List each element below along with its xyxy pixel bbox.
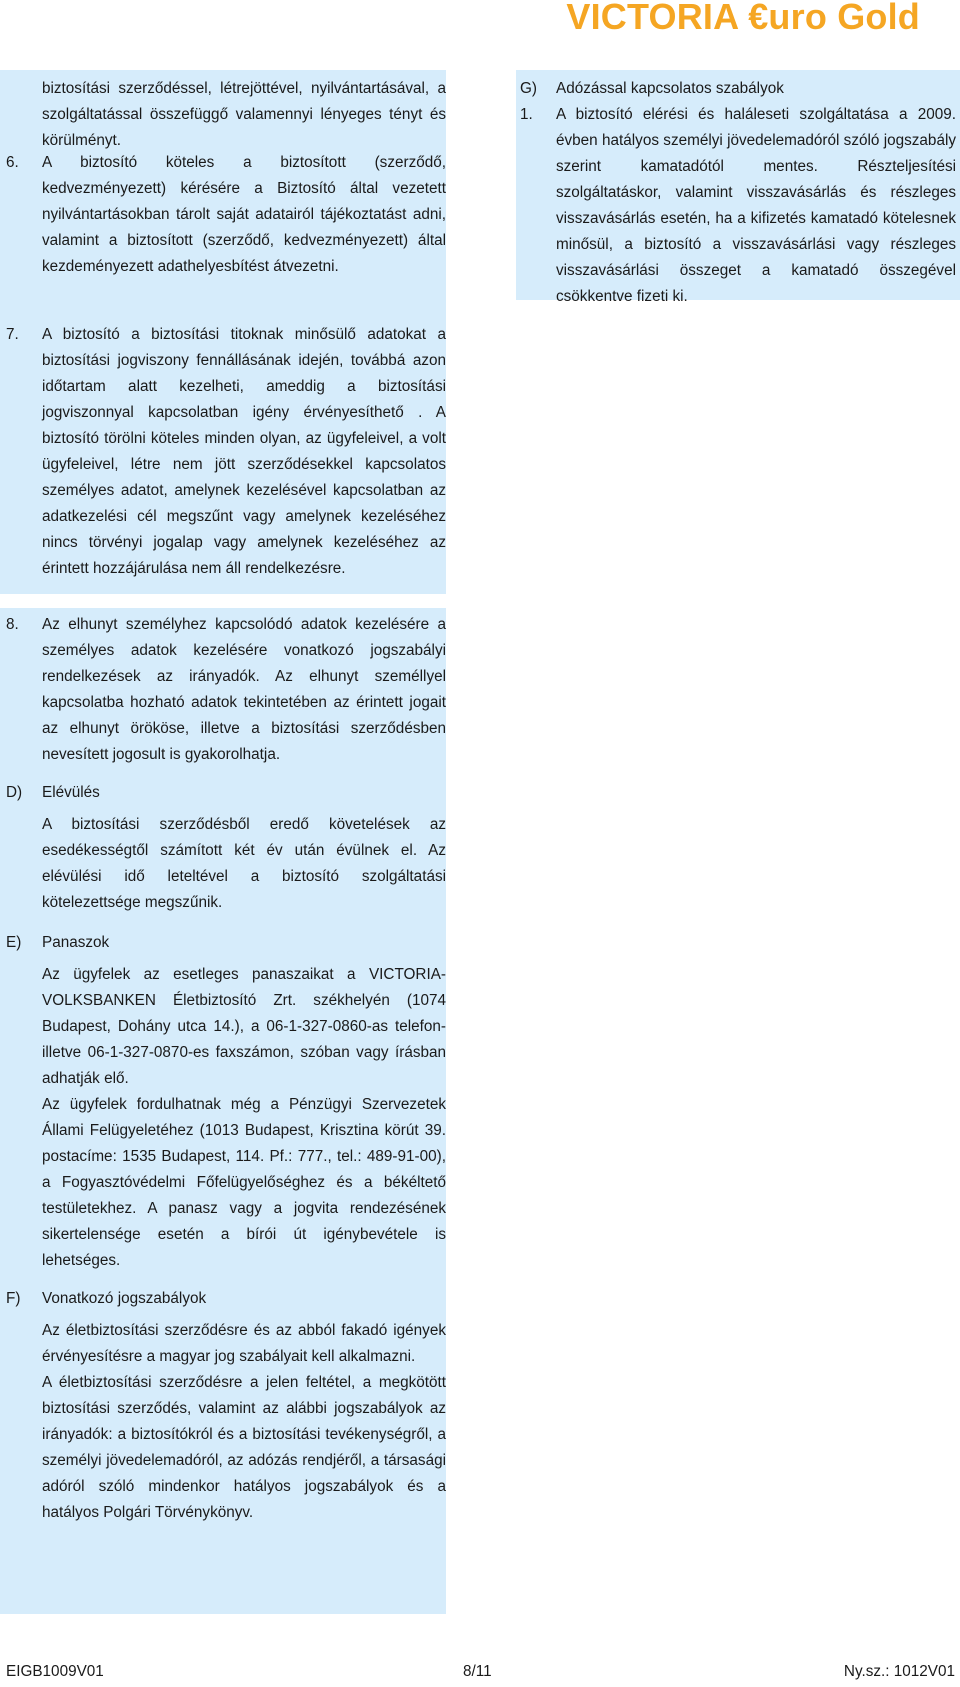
continuation-paragraph: biztosítási szerződéssel, létrejöttével, nyilvántartásával, a szolgáltatással összefüggő valamennyi lényeges tényt és körülményt. [42,80,446,149]
footer-print-number: Ny.sz.: 1012V01 [843,1663,955,1680]
section-g-item-1-text: A biztosító elérési és haláleseti szolgáltatása a 2009. évben hatályos személyi jövedelemadóról szóló jogszabály szerint kamatadótól mentes. Részteljesítési szolgáltatáskor, valamint visszavásárlás és részleges visszavásárlás esetén, ha a kifizetés kamatadó kötelesnek minősül, a biztosító a visszavásárlási vagy részleges visszavásárlási összeget a kamatadó összegével csökkentve fizeti ki. [556,106,956,305]
item-6 [42,150,446,280]
section-e-letter: E) [6,934,22,951]
section-f-paragraph-1: Az életbiztosítási szerződésre és az abból fakadó igények érvényesítésre a magyar jog szabályait kell alkalmazni. [42,1322,446,1365]
section-g-title: Adózással kapcsolatos szabályok [556,80,784,97]
item-6-text: A biztosító köteles a biztosított (szerződő, kedvezményezett) kérésére a Biztosító által vezetett nyilvántartásokban tárolt saját adatairól tájékoztatást adni, valamint a biztosított (szerződő, kedvezményezett) által kezdeményezett adathelyesbítést átvezetni. [42,154,446,275]
section-f-body [42,1318,446,1526]
item-8-number: 8. [6,616,19,633]
item-7 [42,322,446,582]
section-d-letter: D) [6,784,23,801]
section-g-item-1-number: 1. [520,106,533,123]
section-e-paragraph-2: Az ügyfelek fordulhatnak még a Pénzügyi Szervezetek Állami Felügyeletéhez (1013 Budapest, Krisztina körút 39. postacíme: 1535 Budapest, 114. Pf.: 777., tel.: 489-91-00), a Fogyasztóvédelmi Főfelügyelőséghez és a békéltető testületekhez. A panasz vagy a jogvita rendezésének sikertelensége esetén a bírói út igénybevétele is lehetséges. [42,1096,446,1269]
section-d-text: A biztosítási szerződésből eredő követelések az esedékességtől számított két év után évülnek el. Az elévülési idő leteltével a biztosító szolgáltatási kötelezettsége megszűnik. [42,816,446,911]
section-g-item-1 [556,102,956,310]
section-f-letter: F) [6,1290,21,1307]
section-e-title: Panaszok [42,934,110,951]
footer-document-code: EIGB1009V01 [6,1663,104,1680]
footer-page-number: 8/11 [463,1663,492,1680]
item-8-text: Az elhunyt személyhez kapcsolódó adatok kezelésére a személyes adatok kezelésére vonatkozó jogszabályi rendelkezések az irányadók. Az elhunyt személlyel kapcsolatba hozható adatok tekintetében az érintett jogait az elhunyt örököse, illetve a biztosítási szerződésben nevesített jogosult is gyakorolhatja. [42,616,446,763]
section-d-body [42,812,446,916]
section-f-paragraph-2: A életbiztosítási szerződésre a jelen feltétel, a megkötött biztosítási szerződés, valamint az alábbi jogszabályok az irányadók: a biztosítókról és a biztosítási tevékenységről, a személyi jövedelemadóról, az adózás rendjéről, a társasági adóról szóló mindenkor hatályos jogszabályok és a hatályos Polgári Törvénykönyv. [42,1374,446,1521]
section-e-body [42,962,446,1274]
brand-title: VICTORIA €uro Gold [566,0,920,37]
section-d-title: Elévülés [42,784,100,801]
item-7-text: A biztosító a biztosítási titoknak minősülő adatokat a biztosítási jogviszony fennállásának idején, továbbá azon időtartam alatt kezelheti, ameddig a biztosítási jogviszonnyal kapcsolatban igény érvényesíthető . A biztosító törölni köteles minden olyan, az ügyfeleivel, a volt ügyfeleivel, létre nem jött szerződésekkel kapcsolatos személyes adatot, amelynek kezelésével kapcsolatban az adatkezelési cél megszűnt vagy amelynek kezeléséhez nincs törvényi jogalap vagy amelynek kezeléséhez az érintett hozzájárulása nem áll rendelkezésre. [42,326,446,577]
section-e-paragraph-1: Az ügyfelek az esetleges panaszaikat a VICTORIA-VOLKSBANKEN Életbiztosító Zrt. székhelyén (1074 Budapest, Dohány utca 14.), a 06-1-327-0860-as telefon- illetve 06-1-327-0870-es faxszámon, szóban vagy írásban adhatják elő. [42,966,446,1087]
item-7-number: 7. [6,326,19,343]
item-8 [42,612,446,768]
item-6-number: 6. [6,154,19,171]
section-g-letter: G) [520,80,537,97]
section-f-title: Vonatkozó jogszabályok [42,1290,207,1307]
